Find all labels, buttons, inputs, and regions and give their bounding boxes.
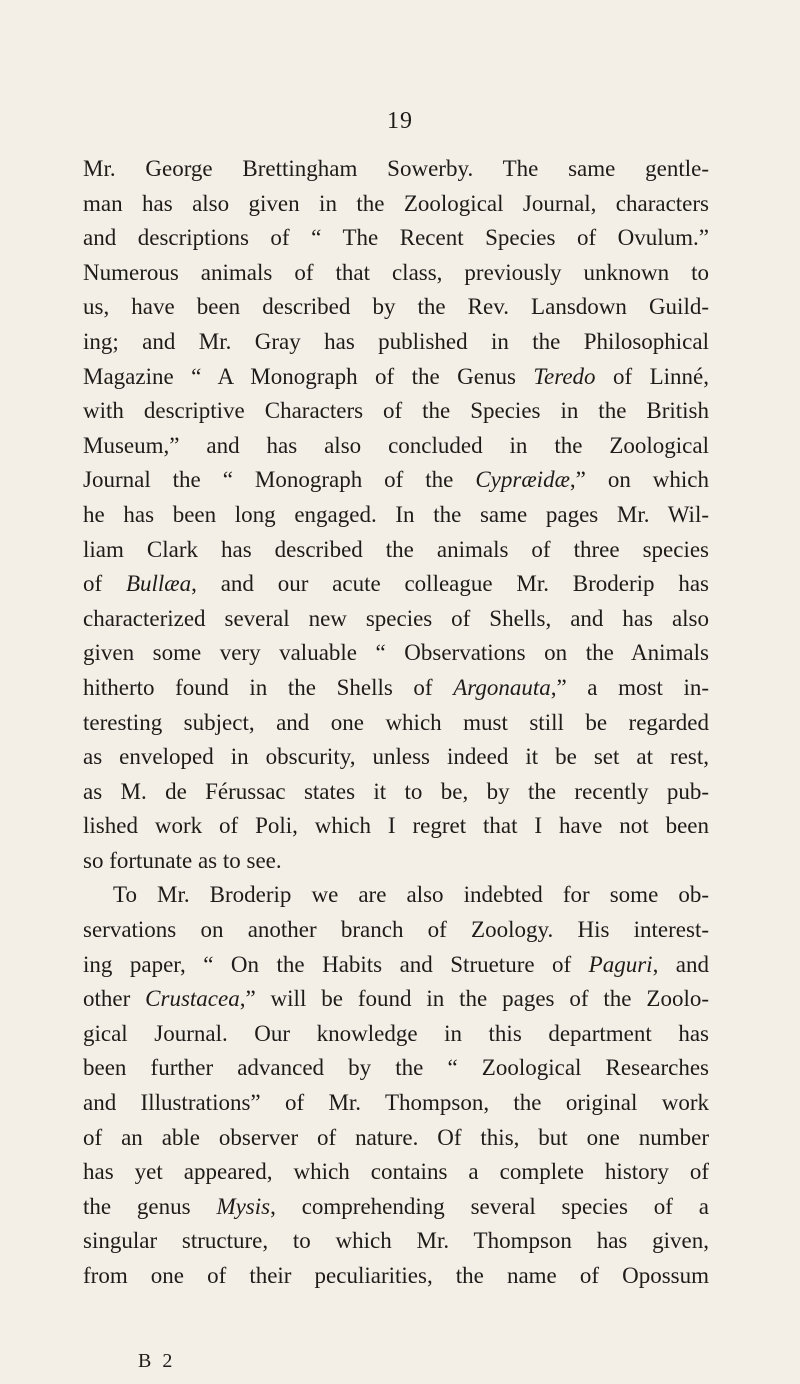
text-line: the genus Mysis, comprehending several species of a <box>83 1193 709 1219</box>
text-line: Museum,” and has also concluded in the Zoological <box>83 432 709 458</box>
text-line: so fortunate as to see. <box>83 847 282 873</box>
text-line: Mr. George Brettingham Sowerby. The same gentle- <box>83 156 709 181</box>
text-line: characterized several new species of Shells, and has also <box>83 605 709 631</box>
text-line: with descriptive Characters of the Species in the British <box>83 398 709 424</box>
text-line: singular structure, to which Mr. Thompson has given, <box>83 1228 709 1254</box>
text-line: as enveloped in obscurity, unless indeed it be set at rest, <box>83 744 709 770</box>
text-line: from one of their peculiarities, the name of Opossum <box>83 1263 709 1288</box>
text-line: lished work of Poli, which I regret that I have not been <box>83 813 709 839</box>
text-line: has yet appeared, which contains a complete history of <box>83 1159 709 1185</box>
text-line: teresting subject, and one which must still be regarded <box>83 709 709 735</box>
body-text <box>83 152 709 1294</box>
text-line: To Mr. Broderip we are also indebted for some ob- <box>113 882 709 908</box>
text-line: as M. de Férussac states it to be, by the recently pub- <box>83 778 709 804</box>
text-line: ing; and Mr. Gray has published in the Philosophical <box>83 328 709 354</box>
text-line: been further advanced by the “ Zoological Researches <box>83 1055 709 1081</box>
text-line: hitherto found in the Shells of Argonauta,” a most in- <box>83 674 709 700</box>
text-line: and Illustrations” of Mr. Thompson, the original work <box>83 1090 709 1116</box>
page-number: 19 <box>387 108 413 134</box>
text-line: gical Journal. Our knowledge in this department has <box>83 1020 709 1046</box>
text-line: ing paper, “ On the Habits and Strueture of Paguri, and <box>83 951 709 977</box>
text-line: liam Clark has described the animals of three species <box>83 536 709 562</box>
text-line: servations on another branch of Zoology. His interest- <box>83 917 709 943</box>
text-line: Magazine “ A Monograph of the Genus Teredo of Linné, <box>83 363 709 389</box>
text-line: of an able observer of nature. Of this, but one number <box>83 1124 709 1150</box>
text-line: and descriptions of “ The Recent Species of Ovulum.” <box>83 225 709 251</box>
text-line: he has been long engaged. In the same pages Mr. Wil- <box>83 501 709 527</box>
text-line: us, have been described by the Rev. Lansdown Guild- <box>83 294 709 320</box>
text-line: other Crustacea,” will be found in the pages of the Zoolo- <box>83 986 709 1012</box>
signature-mark: B 2 <box>138 1350 176 1372</box>
text-line: Numerous animals of that class, previously unknown to <box>83 259 709 285</box>
text-line: given some very valuable “ Observations on the Animals <box>83 640 709 666</box>
text-line: of Bullæa, and our acute colleague Mr. Broderip has <box>83 571 709 597</box>
text-line: man has also given in the Zoological Journal, characters <box>83 190 709 216</box>
text-line: Journal the “ Monograph of the Cypræidæ,” on which <box>83 467 709 493</box>
